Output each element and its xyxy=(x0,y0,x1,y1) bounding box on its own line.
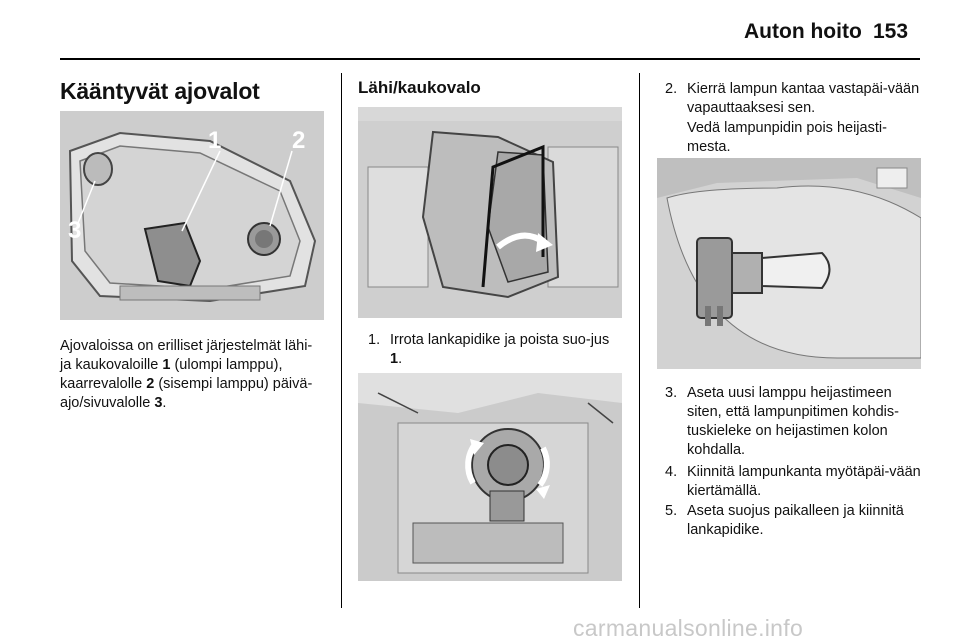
header-section-title: Auton hoito xyxy=(744,20,862,43)
subsection-heading: Lähi/kaukovalo xyxy=(358,78,481,97)
step-4 xyxy=(665,463,922,501)
figure-label-1: 1 xyxy=(208,127,222,154)
step-4-text: Kiinnitä lampunkanta myötäpäi-vään kiertämällä. xyxy=(687,464,921,499)
step-1-text-wrap xyxy=(390,331,620,369)
cover-removal-illustration xyxy=(358,107,622,318)
intro-text-1: Ajovaloissa on erilliset järjestelmät lähi- ja kaukovaloille xyxy=(60,338,313,373)
ref-number-2: 2 xyxy=(146,376,155,392)
step-4-number: 4. xyxy=(665,464,678,480)
intro-text-3: (sisempi lamppu) päivä-ajo/sivuvalolle xyxy=(60,376,313,411)
intro-text-2: (ulompi lamppu), kaarrevalolle xyxy=(60,357,283,392)
ref-number-1: 1 xyxy=(162,357,171,373)
bulb-replacement-illustration xyxy=(657,158,921,369)
header-rule xyxy=(60,58,920,60)
lamp-socket-illustration xyxy=(358,373,622,581)
lamp-socket-figure xyxy=(358,373,622,581)
step-2-extra: Vedä lampunpidin pois heijasti-mesta. xyxy=(687,120,887,155)
figure-label-2: 2 xyxy=(292,127,306,154)
section-heading: Kääntyvät ajovalot xyxy=(60,78,260,104)
intro-text-4: . xyxy=(162,395,167,411)
page-number: 153 xyxy=(873,20,909,43)
step-1-end: . xyxy=(398,351,403,367)
bulb-replacement-figure xyxy=(657,158,921,369)
headlight-overview-illustration xyxy=(60,111,324,320)
ref-number-3: 3 xyxy=(154,395,163,411)
step-3-text: Aseta uusi lamppu heijastimeen siten, että lampunpitimen kohdis-tuskieleke on heijastimen kolon kohdalla. xyxy=(687,385,899,458)
figure-label-3: 3 xyxy=(68,217,82,244)
step-5 xyxy=(665,502,922,540)
step-1-ref: 1 xyxy=(390,351,399,367)
step-3-number: 3. xyxy=(665,385,678,401)
step-5-text: Aseta suojus paikalleen ja kiinnitä lankapidike. xyxy=(687,503,904,538)
watermark: carmanualsonline.info xyxy=(573,615,804,641)
headlight-overview-figure xyxy=(60,111,324,320)
step-2-text: Kierrä lampun kantaa vastapäi-vään vapauttaaksesi sen. xyxy=(687,81,920,116)
step-5-number: 5. xyxy=(665,503,678,519)
intro-paragraph xyxy=(60,337,322,413)
step-2-number: 2. xyxy=(665,81,678,97)
cover-removal-figure xyxy=(358,107,622,318)
step-1-text: Irrota lankapidike ja poista suo-jus xyxy=(390,332,610,348)
step-2 xyxy=(665,80,920,118)
step-3 xyxy=(665,384,922,460)
column-divider-right xyxy=(639,73,640,608)
step-1 xyxy=(368,331,620,369)
column-divider-left xyxy=(341,73,342,608)
step-1-number: 1. xyxy=(368,332,381,348)
